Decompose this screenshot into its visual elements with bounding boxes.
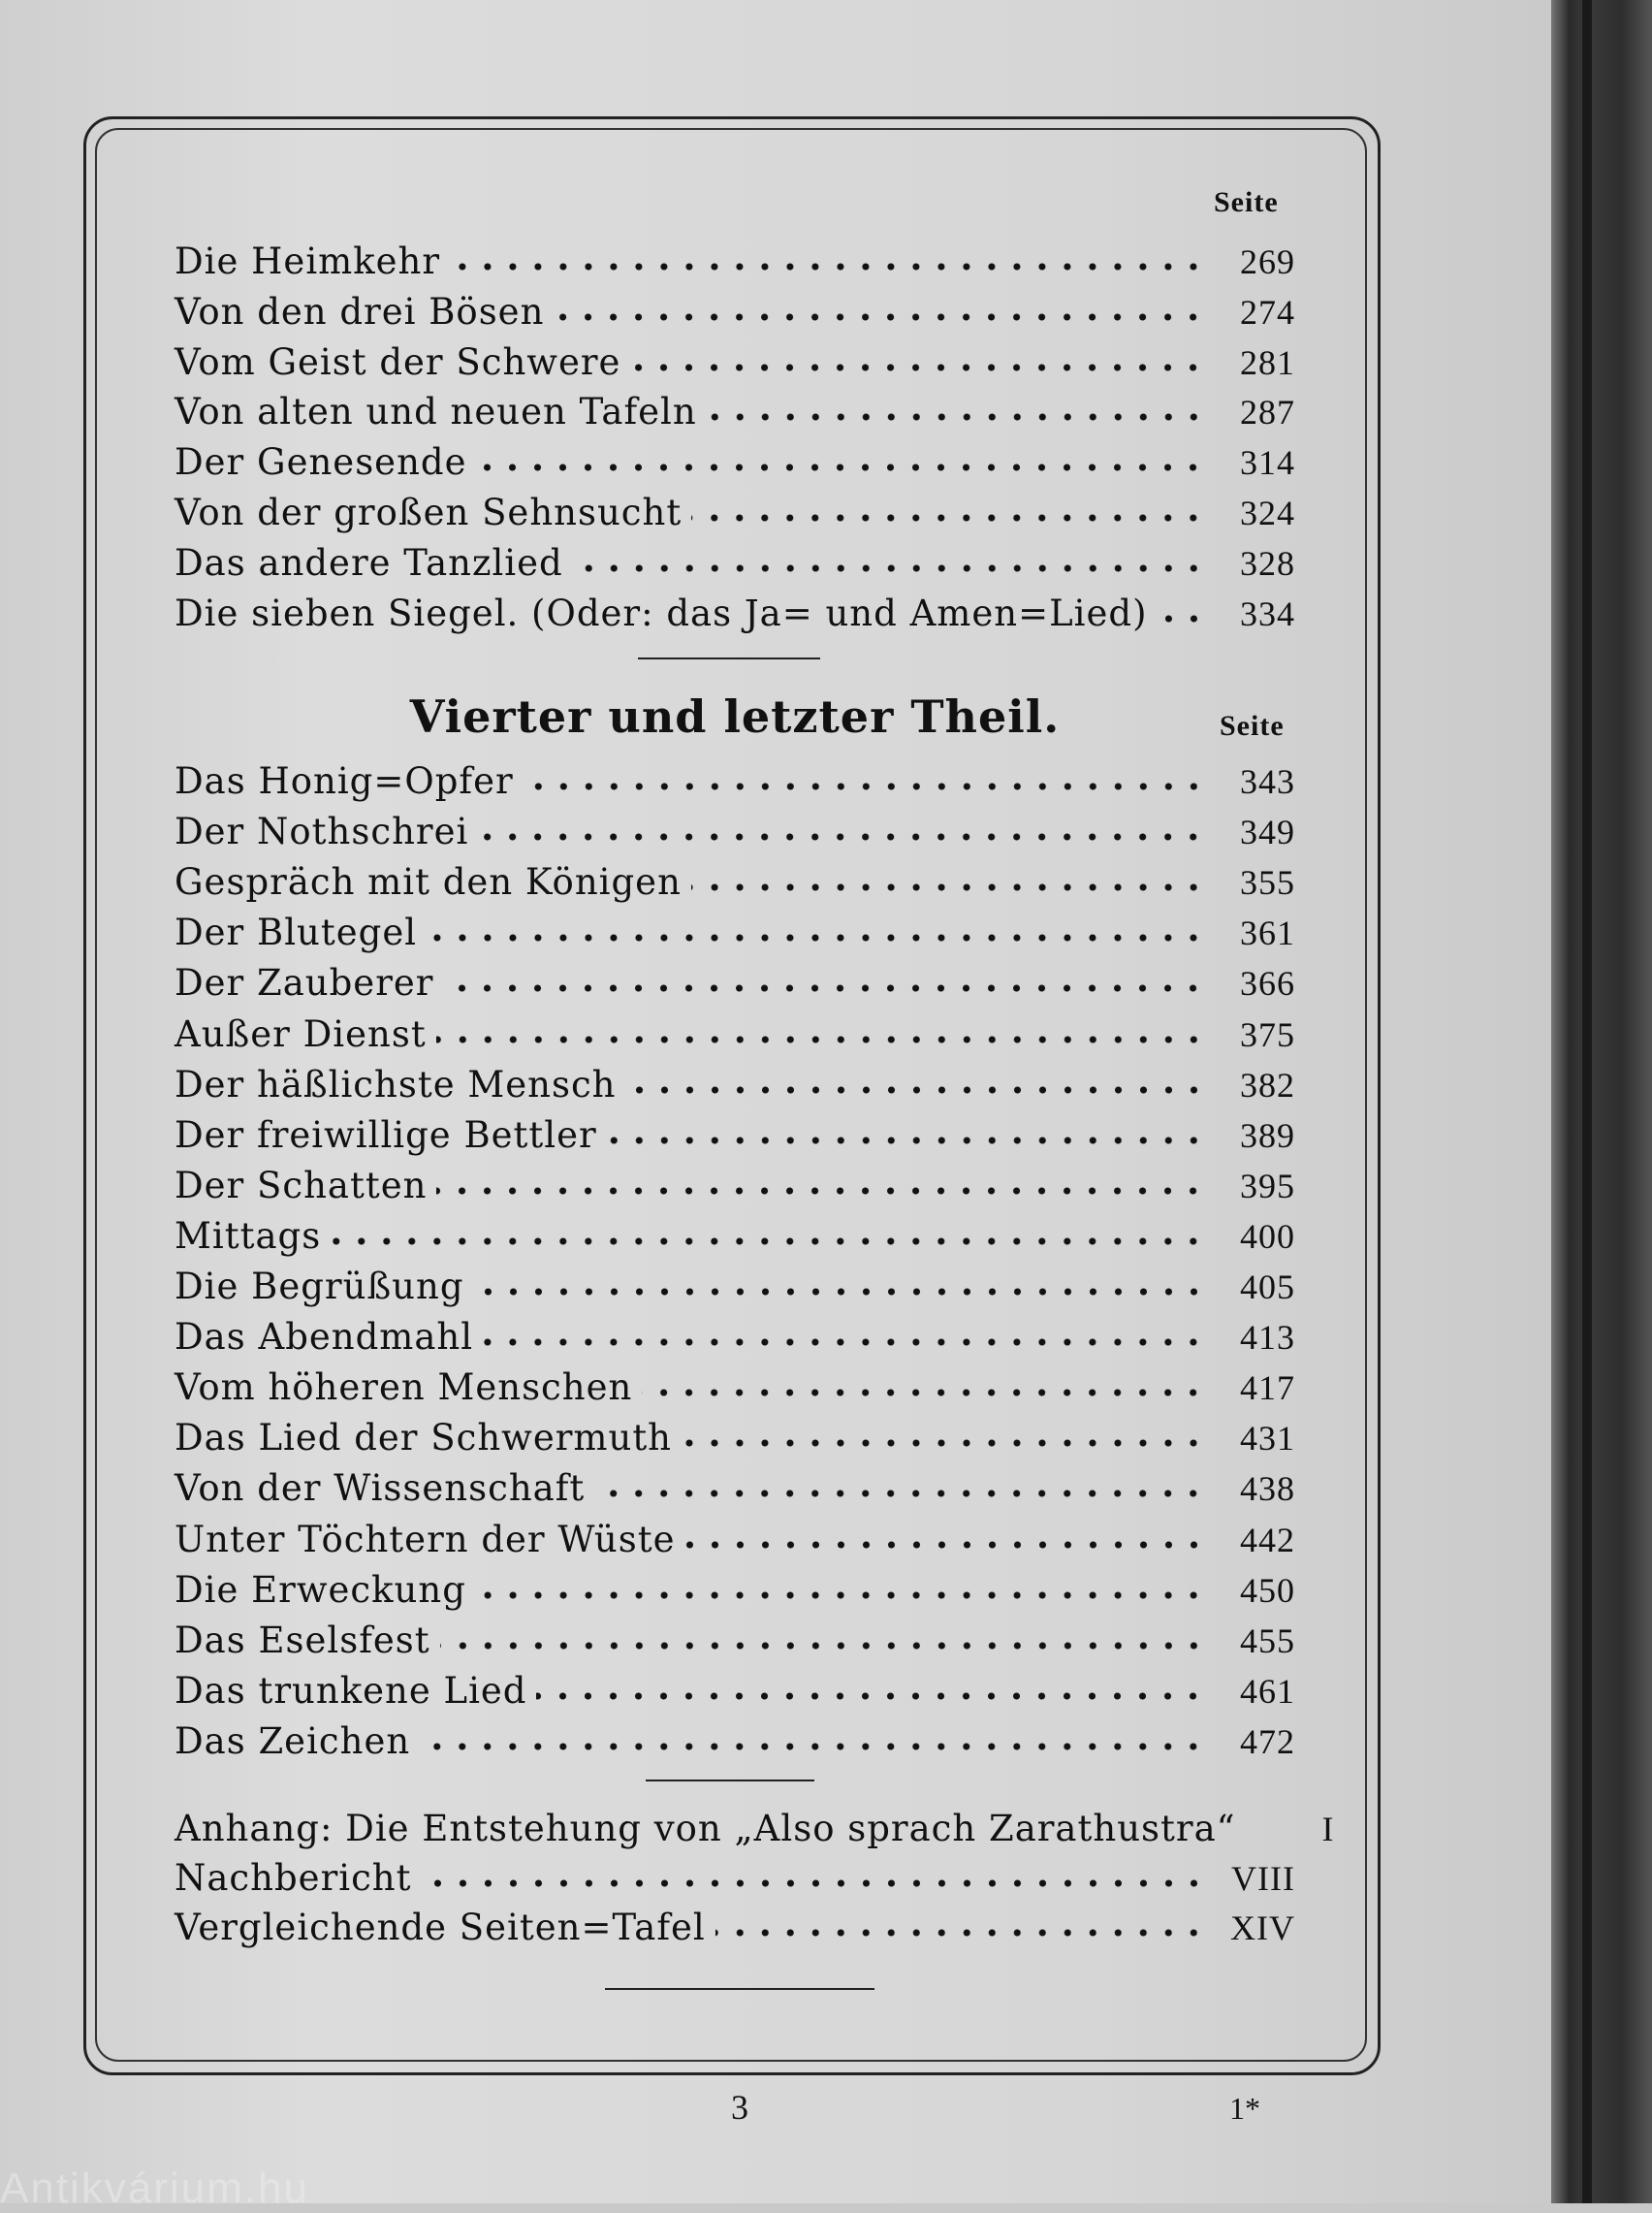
dot-leader [691, 508, 1206, 528]
dot-leader [1158, 609, 1206, 628]
toc-entry-page: 281 [1240, 342, 1295, 382]
toc-entry [175, 1668, 1295, 1715]
toc-entry [175, 289, 1295, 336]
toc-entry-page: 314 [1240, 443, 1295, 483]
spine-edge [1582, 0, 1592, 2203]
toc-entry-page: XIV [1230, 1908, 1295, 1947]
toc-entry-page: VIII [1231, 1859, 1295, 1898]
dot-leader [707, 407, 1206, 427]
book-spine [1551, 0, 1652, 2203]
dot-leader [715, 1923, 1206, 1942]
toc-entry-title: Der freiwillige Bettler [175, 1113, 597, 1156]
dot-leader [483, 1332, 1206, 1352]
page-number: 3 [731, 2088, 748, 2127]
toc-entry-title: Das trunkene Lied [175, 1669, 527, 1712]
toc-entry [175, 1264, 1295, 1310]
toc-entry-page: 472 [1240, 1721, 1295, 1761]
toc-entry-page: 450 [1240, 1570, 1295, 1610]
toc-entry-title: Das Abendmahl [175, 1316, 474, 1359]
toc-entry [175, 1718, 1295, 1765]
toc-entry [175, 859, 1295, 906]
toc-entry-title: Die Heimkehr [175, 241, 441, 282]
toc-entry-title: Außer Dienst [175, 1012, 427, 1055]
watermark: Antikvárium.hu [0, 2165, 310, 2212]
toc-entry-title: Nachbericht [175, 1857, 412, 1899]
toc-entry [175, 1806, 1335, 1852]
dot-leader [476, 458, 1206, 477]
dot-leader [607, 1131, 1206, 1150]
toc-entry-title: Das Honig=Opfer [175, 760, 514, 802]
dot-leader [630, 358, 1206, 377]
toc-entry [175, 591, 1295, 637]
toc-entry-title: Die sieben Siegel. (Oder: das Ja= und Amen=Lied) [175, 592, 1148, 634]
dot-leader [443, 978, 1206, 998]
toc-entry [175, 389, 1295, 435]
toc-entry [175, 1517, 1295, 1563]
dot-leader [642, 1383, 1206, 1402]
dot-leader [554, 307, 1206, 327]
toc-entry [175, 1213, 1295, 1260]
toc-entry-page: 274 [1240, 292, 1295, 332]
dot-leader [682, 1433, 1206, 1453]
toc-entry-title: Der Zauberer [175, 962, 434, 1005]
end-rule [605, 1988, 874, 1990]
toc-entry-title: Das Lied der Schwermuth [175, 1417, 673, 1459]
toc-entry-title: Vergleichende Seiten=Tafel [175, 1907, 706, 1948]
toc-entry-page: 382 [1240, 1065, 1295, 1105]
toc-entry [175, 758, 1295, 805]
toc-entry-title: Die Begrüßung [175, 1266, 464, 1307]
toc-entry-title: Unter Töchtern der Wüste [175, 1518, 676, 1560]
dot-leader [573, 559, 1206, 578]
toc-entry [175, 1062, 1295, 1108]
toc-entry [175, 1567, 1295, 1614]
toc-entry [175, 239, 1295, 285]
toc-entry [175, 540, 1295, 587]
toc-entry [175, 1364, 1295, 1411]
toc-entry [175, 1112, 1295, 1159]
toc-entry-page: 455 [1240, 1620, 1295, 1660]
toc-entry-page: I [1321, 1810, 1335, 1848]
toc-entry-title: Von den drei Bösen [175, 290, 545, 333]
toc-entry-page: 355 [1240, 863, 1295, 903]
toc-entry-title: Von der Wissenschaft [175, 1467, 586, 1510]
toc-entry-title: Der häßlichste Mensch [175, 1063, 617, 1106]
toc-entry [175, 1163, 1295, 1209]
dot-leader [474, 1282, 1206, 1301]
toc-entry-page: 324 [1240, 494, 1295, 532]
toc-entry [175, 1314, 1295, 1361]
toc-entry-page: 405 [1240, 1267, 1295, 1306]
dot-leader [478, 827, 1206, 847]
dot-leader [691, 878, 1206, 897]
toc-entry [175, 1465, 1295, 1512]
toc-entry-title: Anhang: Die Entstehung von „Also sprach Zarathustra“ [175, 1808, 1236, 1849]
toc-entry-page: 349 [1240, 813, 1295, 852]
toc-entry-page: 375 [1240, 1014, 1295, 1054]
toc-entry-page: 438 [1240, 1469, 1295, 1509]
toc-entry [175, 490, 1295, 536]
toc-entry-page: 334 [1240, 593, 1295, 633]
toc-entry-title: Gespräch mit den Königen [175, 861, 682, 904]
toc-entry-title: Der Schatten [175, 1164, 428, 1206]
dot-leader [594, 1484, 1206, 1503]
toc-entry-page: 269 [1240, 242, 1295, 281]
dot-leader [331, 1232, 1206, 1251]
dot-leader [685, 1535, 1207, 1555]
toc-entry-page: 343 [1240, 762, 1295, 801]
toc-entry [175, 439, 1295, 486]
toc-entry-page: 413 [1240, 1318, 1295, 1358]
dot-leader [524, 777, 1206, 796]
toc-entry-title: Der Nothschrei [175, 811, 469, 853]
toc-entry-page: 389 [1240, 1115, 1295, 1155]
toc-entry-title: Die Erweckung [175, 1568, 466, 1611]
toc-entry [175, 1905, 1295, 1951]
part4-heading: Vierter und letzter Theil. [409, 690, 1061, 743]
seite-label-part3: Seite [1214, 186, 1279, 218]
dot-leader [626, 1080, 1207, 1100]
toc-entry [175, 339, 1295, 386]
dot-leader [422, 1874, 1206, 1893]
appendix-divider [646, 1780, 814, 1781]
toc-entry-title: Das Eselsfest [175, 1619, 430, 1661]
toc-entry-title: Das andere Tanzlied [175, 541, 563, 584]
toc-entry [175, 1618, 1295, 1664]
toc-entry [175, 910, 1295, 956]
toc-entry-title: Das Zeichen [175, 1719, 411, 1762]
dot-leader [450, 257, 1206, 276]
section-divider [638, 657, 820, 659]
toc-entry-title: Mittags [175, 1214, 322, 1257]
toc-entry-page: 431 [1240, 1419, 1295, 1459]
toc-entry-page: 417 [1240, 1368, 1295, 1408]
toc-entry-page: 287 [1240, 393, 1295, 433]
toc-entry-page: 328 [1240, 543, 1295, 583]
toc-entry-title: Der Blutegel [175, 912, 418, 954]
dot-leader [536, 1686, 1206, 1706]
toc-entry [175, 960, 1295, 1007]
signature-mark: 1* [1229, 2091, 1260, 2126]
toc-entry [175, 1415, 1295, 1461]
toc-entry-page: 442 [1240, 1520, 1295, 1559]
toc-entry-title: Von alten und neuen Tafeln [175, 391, 697, 433]
dot-leader [420, 1737, 1206, 1756]
toc-entry-page: 366 [1240, 964, 1295, 1004]
dot-leader [476, 1586, 1206, 1605]
dot-leader [436, 1030, 1206, 1049]
toc-entry-title: Vom Geist der Schwere [175, 340, 621, 383]
toc-entry-page: 461 [1240, 1671, 1295, 1711]
toc-entry-page: 395 [1240, 1166, 1295, 1205]
toc-entry-title: Der Genesende [175, 441, 467, 484]
dot-leader [436, 1181, 1206, 1201]
toc-entry-title: Vom höheren Menschen [175, 1366, 633, 1409]
toc-entry-page: 400 [1240, 1216, 1295, 1256]
dot-leader [440, 1636, 1206, 1655]
toc-entry-page: 361 [1240, 914, 1295, 953]
toc-entry [175, 809, 1295, 855]
dot-leader [427, 928, 1206, 947]
toc-entry [175, 1011, 1295, 1058]
seite-label-part4: Seite [1220, 710, 1285, 742]
toc-entry [175, 1855, 1295, 1902]
toc-entry-title: Von der großen Sehnsucht [175, 492, 683, 533]
